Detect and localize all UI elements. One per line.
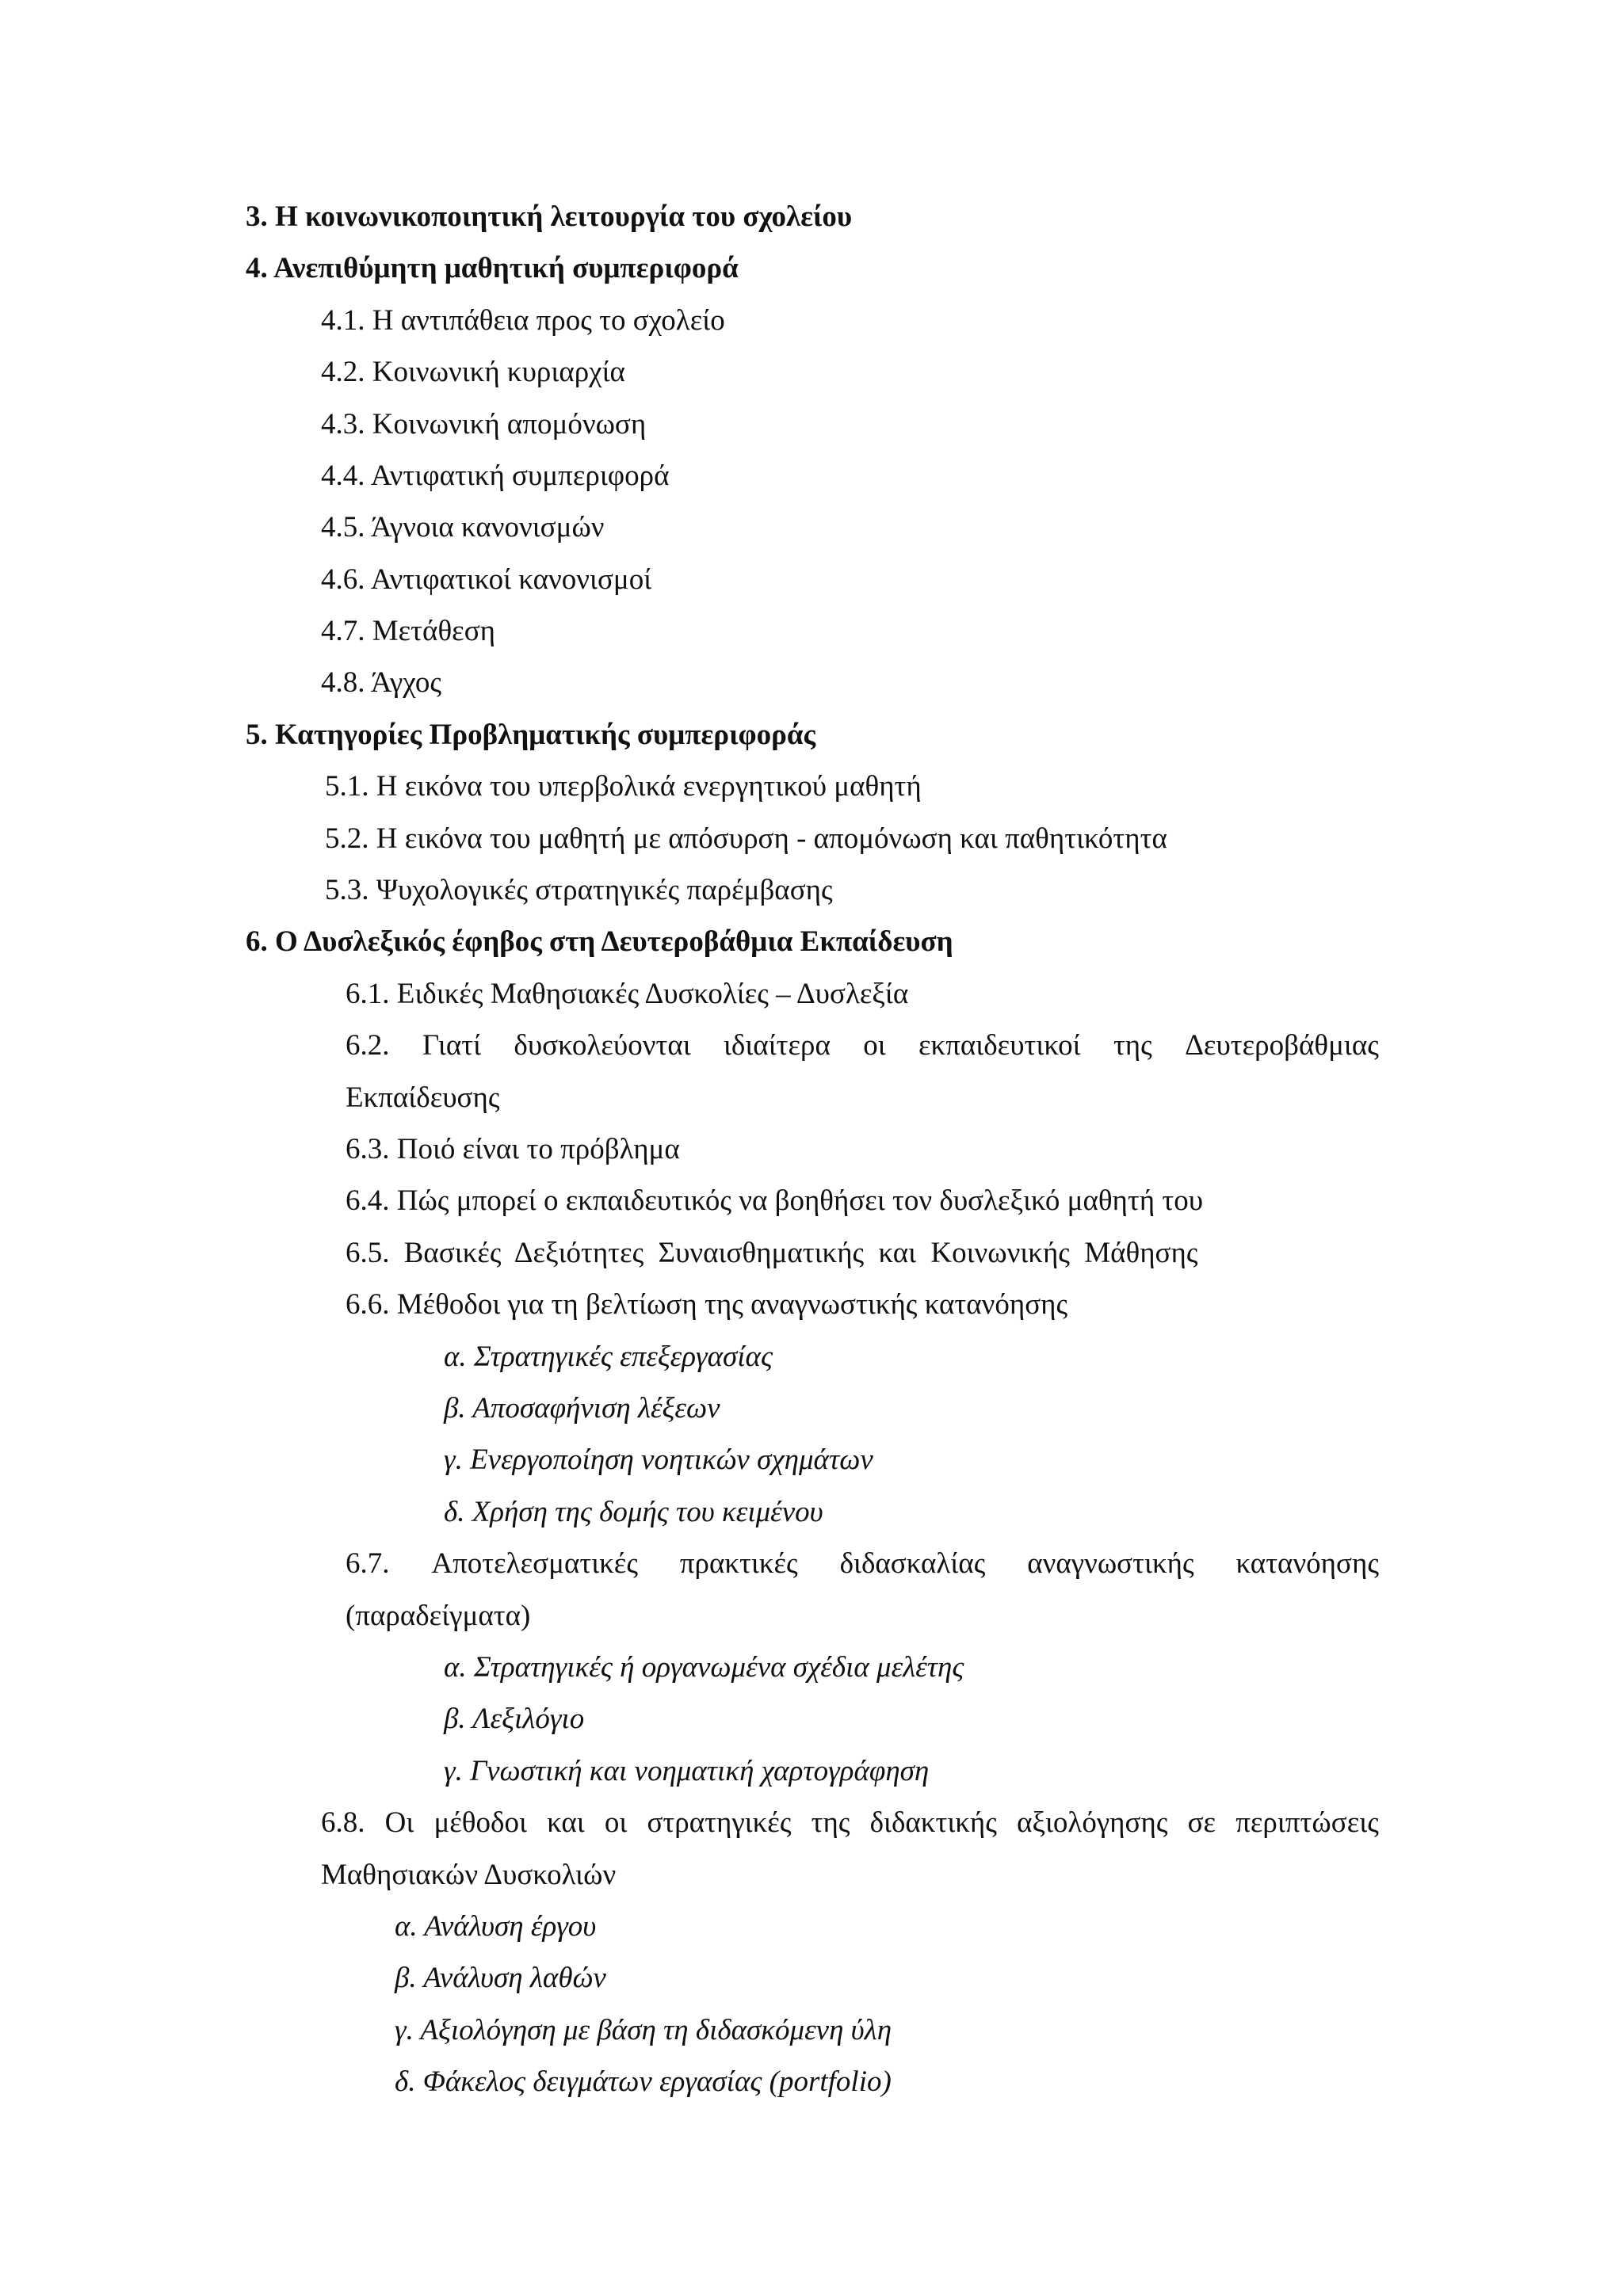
toc-word: αξιολόγησης [1017, 1806, 1168, 1839]
toc-word: Γιατί [422, 1029, 482, 1062]
toc-word: περιπτώσεις [1235, 1806, 1379, 1839]
toc-word: της [811, 1806, 850, 1839]
toc-item-6-5: 6.5. Βασικές Δεξιότητες Συναισθηματικής και Κοινωνικής Μάθησης [346, 1237, 1198, 1269]
toc-item-5-2: 5.2. Η εικόνα του μαθητή με απόσυρση - απομόνωση και παθητικότητα [325, 822, 1167, 855]
toc-word: 6.2. [346, 1029, 390, 1062]
toc-item-6-4: 6.4. Πώς μπορεί ο εκπαιδευτικός να βοηθήσει τον δυσλεξικό μαθητή του [346, 1184, 1204, 1217]
toc-subitem-6-7-c: γ. Γνωστική και νοηματική χαρτογράφηση [444, 1755, 930, 1787]
toc-item-5-1: 5.1. Η εικόνα του υπερβολικά ενεργητικού μαθητή [325, 770, 922, 803]
toc-word: και [547, 1806, 585, 1839]
toc-item-4-6: 4.6. Αντιφατικοί κανονισμοί [321, 563, 652, 596]
toc-word: εκπαιδευτικοί [918, 1029, 1081, 1062]
toc-heading-3: 3. Η κοινωνικοποιητική λειτουργία του σχολείου [246, 200, 853, 233]
toc-item-5-3: 5.3. Ψυχολογικές στρατηγικές παρέμβασης [325, 874, 833, 906]
toc-item-6-7-continued: (παραδείγματα) [346, 1600, 531, 1632]
toc-item-6-2-continued: Εκπαίδευσης [346, 1081, 500, 1114]
toc-subitem-6-8-a: α. Ανάλυση έργου [395, 1910, 597, 1943]
toc-word: στρατηγικές [647, 1806, 792, 1839]
toc-item-6-1: 6.1. Ειδικές Μαθησιακές Δυσκολίες – Δυσλεξία [346, 978, 909, 1010]
toc-item-4-1: 4.1. Η αντιπάθεια προς το σχολείο [321, 304, 725, 337]
toc-item-4-8: 4.8. Άγχος [321, 666, 441, 699]
toc-subitem-6-6-a: α. Στρατηγικές επεξεργασίας [444, 1341, 773, 1373]
toc-word: πρακτικές [679, 1547, 798, 1580]
toc-word: Αποτελεσματικές [431, 1547, 638, 1580]
toc-word: 6.8. [321, 1806, 365, 1839]
toc-heading-6: 6. Ο Δυσλεξικός έφηβος στη Δευτεροβάθμια Εκπαίδευση [246, 925, 953, 958]
toc-heading-4: 4. Ανεπιθύμητη μαθητική συμπεριφορά [246, 252, 739, 284]
toc-subitem-6-6-b: β. Αποσαφήνιση λέξεων [444, 1392, 720, 1425]
toc-item-4-4: 4.4. Αντιφατική συμπεριφορά [321, 460, 670, 492]
toc-heading-5: 5. Κατηγορίες Προβληματικής συμπεριφοράς [246, 719, 816, 751]
toc-word: Οι [384, 1806, 414, 1839]
toc-word: της [1113, 1029, 1152, 1062]
toc-word: διδασκαλίας [839, 1547, 986, 1580]
toc-item-6-7 [346, 1546, 1379, 1582]
toc-item-6-2 [346, 1028, 1379, 1064]
toc-item-4-3: 4.3. Κοινωνική απομόνωση [321, 408, 647, 441]
toc-item-6-3: 6.3. Ποιό είναι το πρόβλημα [346, 1133, 680, 1165]
toc-item-6-8-continued: Μαθησιακών Δυσκολιών [321, 1859, 617, 1891]
toc-subitem-6-8-d: δ. Φάκελος δειγμάτων εργασίας (portfolio) [395, 2065, 892, 2098]
toc-word: 6.7. [346, 1547, 390, 1580]
toc-item-6-6: 6.6. Μέθοδοι για τη βελτίωση της αναγνωστικής κατανόησης [346, 1288, 1068, 1321]
toc-word: δυσκολεύονται [514, 1029, 691, 1062]
toc-subitem-6-6-d: δ. Χρήση της δομής του κειμένου [444, 1496, 823, 1528]
toc-item-4-7: 4.7. Μετάθεση [321, 615, 495, 647]
toc-item-4-5: 4.5. Άγνοια κανονισμών [321, 511, 605, 543]
toc-subitem-6-7-a: α. Στρατηγικές ή οργανωμένα σχέδια μελέτης [444, 1651, 964, 1684]
toc-subitem-6-7-b: β. Λεξιλόγιο [444, 1703, 585, 1735]
toc-word: κατανόησης [1235, 1547, 1379, 1580]
toc-word: οι [604, 1806, 628, 1839]
toc-word: οι [863, 1029, 886, 1062]
toc-item-6-8 [321, 1805, 1379, 1841]
toc-subitem-6-6-c: γ. Ενεργοποίηση νοητικών σχημάτων [444, 1444, 873, 1476]
toc-word: ιδιαίτερα [723, 1029, 831, 1062]
toc-word: αναγνωστικής [1027, 1547, 1194, 1580]
toc-word: Δευτεροβάθμιας [1185, 1029, 1379, 1062]
toc-word: διδακτικής [869, 1806, 997, 1839]
toc-subitem-6-8-c: γ. Αξιολόγηση με βάση τη διδασκόμενη ύλη [395, 2014, 892, 2046]
toc-subitem-6-8-b: β. Ανάλυση λαθών [395, 1962, 606, 1994]
toc-item-4-2: 4.2. Κοινωνική κυριαρχία [321, 356, 625, 388]
toc-word: μέθοδοι [433, 1806, 527, 1839]
toc-word: σε [1187, 1806, 1216, 1839]
